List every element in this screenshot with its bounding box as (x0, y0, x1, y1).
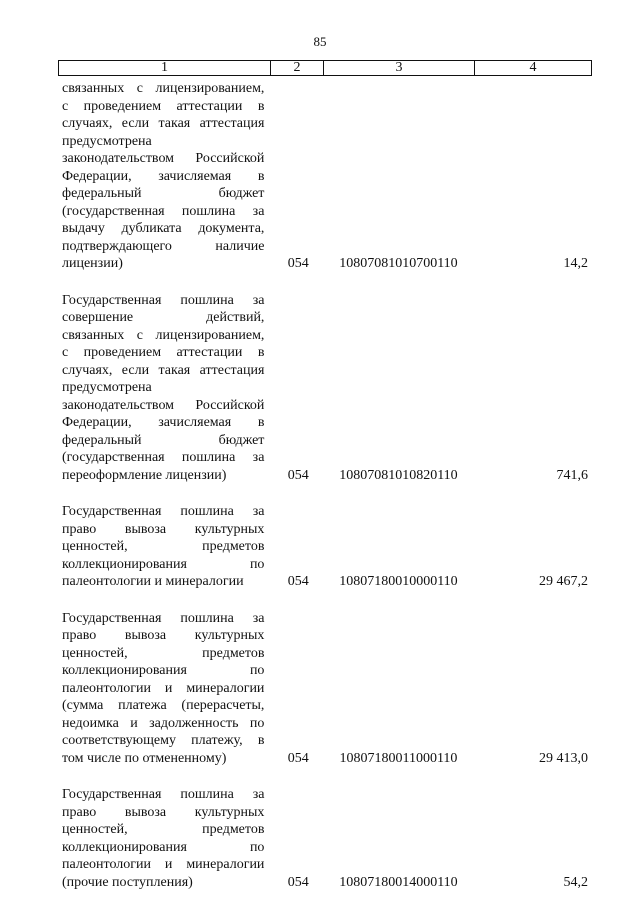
row-amount: 54,2 (563, 874, 588, 890)
description-line: выдачу дубликата документа, (62, 221, 265, 236)
description-line: Государственная пошлина за (62, 787, 265, 802)
row-kbk: 10807180011000110 (339, 750, 458, 766)
row-description (58, 80, 264, 273)
column-header-1: 1 (59, 61, 271, 76)
description-line: федеральный бюджет (62, 432, 265, 448)
description-line: федеральный бюджет (62, 186, 265, 201)
row-description (58, 786, 264, 891)
row-amount: 741,6 (556, 467, 588, 483)
description-line: законодательством Российской (62, 397, 265, 413)
row-amount: 29 467,2 (538, 574, 588, 589)
row-amount: 14,2 (563, 256, 588, 271)
row-kbk: 10807180014000110 (339, 874, 458, 890)
description-line: переоформление лицензии) (62, 467, 227, 483)
description-line: связанных с лицензированием, (62, 327, 265, 343)
description-line: (прочие поступления) (62, 874, 193, 890)
description-line: совершение действий, (62, 310, 265, 325)
table-row (58, 786, 588, 891)
description-line: коллекционирования по (62, 556, 265, 572)
description-line: Федерации, зачисляемая в (62, 415, 265, 430)
row-amount: 29 413,0 (538, 750, 588, 766)
description-line: с проведением аттестации в (62, 98, 265, 114)
column-header-2: 2 (271, 61, 324, 76)
description-line: право вывоза культурных (62, 521, 265, 537)
row-kbk: 10807180010000110 (339, 574, 458, 589)
description-line: подтверждающего наличие (62, 238, 265, 254)
description-line: (сумма платежа (перерасчеты, (62, 698, 265, 713)
description-line: законодательством Российской (62, 151, 265, 166)
description-line: предусмотрена (62, 133, 152, 149)
column-header-table (58, 60, 592, 76)
row-kbk: 10807081010700110 (339, 256, 458, 271)
description-line: (государственная пошлина за (62, 450, 265, 465)
table-row (58, 80, 588, 273)
row-code: 054 (287, 256, 309, 271)
description-line: Государственная пошлина за (62, 504, 265, 519)
row-code: 054 (287, 750, 309, 766)
description-line: лицензии) (62, 256, 123, 271)
page-number: 85 (313, 34, 327, 49)
description-line: соответствующему платежу, в (62, 733, 265, 748)
row-description (58, 292, 264, 485)
column-header-row (59, 61, 592, 76)
table-body (58, 80, 588, 891)
description-line: палеонтологии и минералогии (62, 857, 265, 872)
row-code: 054 (287, 874, 309, 890)
description-line: случаях, если такая аттестация (62, 116, 265, 131)
description-line: коллекционирования по (62, 663, 265, 678)
description-line: ценностей, предметов (62, 822, 265, 837)
table-row (58, 292, 588, 485)
description-line: случаях, если такая аттестация (62, 362, 265, 378)
description-line: ценностей, предметов (62, 645, 265, 661)
description-line: Федерации, зачисляемая в (62, 168, 265, 184)
description-line: палеонтологии и минералогии (62, 574, 244, 589)
description-line: ценностей, предметов (62, 539, 265, 554)
description-line: недоимка и задолженность по (62, 715, 265, 731)
description-line: связанных с лицензированием, (62, 81, 265, 96)
row-description (58, 610, 264, 768)
description-line: право вывоза культурных (62, 804, 265, 820)
description-line: право вывоза культурных (62, 628, 265, 643)
row-kbk: 10807081010820110 (339, 467, 458, 483)
description-line: предусмотрена (62, 380, 152, 395)
table-row (58, 610, 588, 768)
column-header-4: 4 (475, 61, 592, 76)
row-code: 054 (287, 574, 309, 589)
description-line: с проведением аттестации в (62, 345, 265, 360)
description-line: (государственная пошлина за (62, 203, 265, 219)
description-line: коллекционирования по (62, 839, 265, 855)
description-line: Государственная пошлина за (62, 292, 265, 308)
description-line: том числе по отмененному) (62, 750, 227, 766)
row-code: 054 (287, 467, 309, 483)
column-header-3: 3 (324, 61, 475, 76)
table-row (58, 503, 588, 591)
row-description (58, 503, 264, 591)
description-line: палеонтологии и минералогии (62, 680, 265, 696)
description-line: Государственная пошлина за (62, 610, 265, 626)
